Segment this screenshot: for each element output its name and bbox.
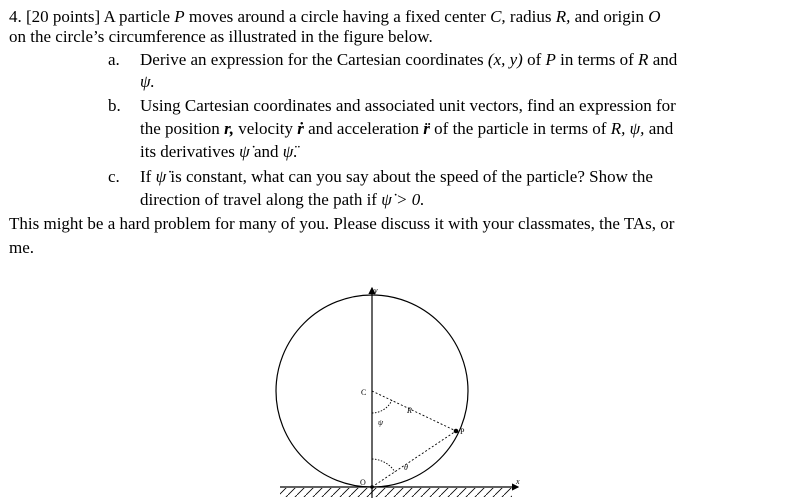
point-O (370, 485, 374, 489)
part-a-letter: a. (108, 50, 120, 69)
problem-number-points: 4. [20 points] (9, 7, 101, 26)
part-c-line1: If ψ̇ is constant, what can you say about the speed of the particle? Show the (140, 167, 653, 186)
label-x: x (516, 477, 520, 486)
note-line2: me. (9, 238, 35, 257)
chord-line (372, 431, 456, 487)
label-psi: ψ (378, 418, 383, 427)
part-c-letter: c. (108, 167, 120, 186)
part-b-line3: its derivatives ψ̇ and ψ̈. (140, 142, 298, 161)
radius-line (372, 391, 456, 431)
theta-arc (372, 459, 395, 472)
part-b-letter: b. (108, 96, 121, 115)
psi-arc (372, 400, 392, 413)
label-P: P (460, 427, 465, 436)
part-a-line1: Derive an expression for the Cartesian coordinates (x, y) of P in terms of R and (140, 50, 678, 69)
ground-hatch (280, 488, 512, 497)
part-b-line2: the position r, velocity ṙ and acceleration r̈ of the particle in terms of R, ψ, and (140, 119, 674, 138)
point-P (454, 429, 459, 434)
label-O: O (360, 478, 366, 487)
label-theta: θ (404, 463, 408, 472)
problem-intro-line2: on the circle’s circumference as illustrated in the figure below. (9, 27, 433, 46)
label-C: C (361, 388, 367, 397)
part-b-line1: Using Cartesian coordinates and associated unit vectors, find an expression for (140, 96, 676, 115)
part-c-line2: direction of travel along the path if ψ̇ > 0. (140, 190, 425, 209)
label-R: R (407, 406, 412, 415)
problem-header-line: 4. [20 points] A particle P moves around a circle having a fixed center C, radius R, and origin O (9, 7, 661, 26)
note-line1: This might be a hard problem for many of you. Please discuss it with your classmates, the TAs, or (9, 214, 675, 233)
part-a-line2: ψ. (140, 72, 155, 91)
label-y: y (374, 286, 378, 295)
